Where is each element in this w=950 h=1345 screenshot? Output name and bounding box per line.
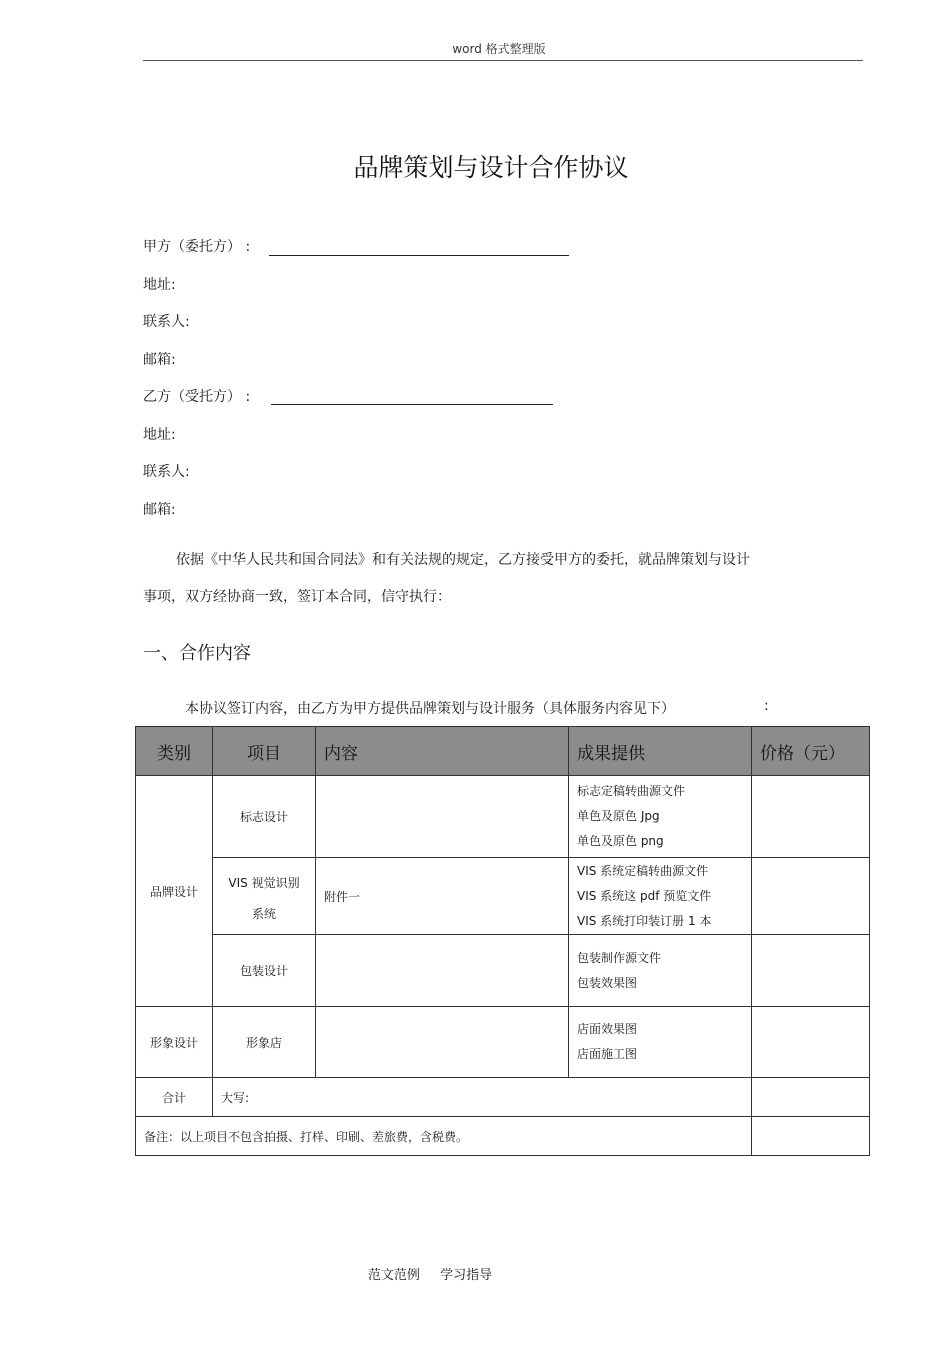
- section-lead-colon: :: [764, 698, 769, 714]
- total-uppercase: 大写:: [213, 1078, 752, 1117]
- header-item: 项目: [213, 727, 316, 776]
- header-rule: [143, 60, 863, 61]
- intro-line-1: 依据《中华人民共和国合同法》和有关法规的规定，乙方接受甲方的委托，就品牌策划与设计: [176, 552, 750, 568]
- party-b-address: 地址:: [143, 427, 176, 443]
- price-package: [752, 935, 870, 1007]
- header-price: 价格（元）: [752, 727, 870, 776]
- party-b-email: 邮箱:: [143, 502, 176, 518]
- deliverables-package: 包装制作源文件 包装效果图: [569, 935, 752, 1007]
- table-row: [136, 858, 870, 935]
- intro-line-2: 事项，双方经协商一致，签订本合同，信守执行：: [143, 589, 451, 605]
- section-heading: 一、合作内容: [143, 643, 251, 664]
- party-b-label: 乙方（受托方） :: [143, 389, 251, 405]
- price-vis: [752, 858, 870, 935]
- content-vis: 附件一: [316, 858, 569, 935]
- footer-right: 学习指导: [440, 1268, 493, 1283]
- note-row: [136, 1117, 870, 1156]
- deliverables-store: 店面效果图 店面施工图: [569, 1007, 752, 1078]
- total-price: [752, 1078, 870, 1117]
- item-vis: VIS 视觉识别 系统: [213, 858, 316, 935]
- service-table: [135, 726, 870, 1156]
- item-store: 形象店: [213, 1007, 316, 1078]
- total-label: 合计: [136, 1078, 213, 1117]
- price-store: [752, 1007, 870, 1078]
- content-store: [316, 1007, 569, 1078]
- note-price: [752, 1117, 870, 1156]
- page-header-text: word 格式整理版: [452, 42, 546, 56]
- category-image: 形象设计: [136, 1007, 213, 1078]
- section-lead: 本协议签订内容，由乙方为甲方提供品牌策划与设计服务（具体服务内容见下）: [185, 701, 675, 717]
- deliverables-vis: VIS 系统定稿转曲源文件 VIS 系统这 pdf 预览文件 VIS 系统打印装订册 1 本: [569, 858, 752, 935]
- table-row: [136, 935, 870, 1007]
- party-a-contact: 联系人:: [143, 314, 190, 330]
- party-b-contact: 联系人:: [143, 464, 190, 480]
- table-header-row: [136, 727, 870, 776]
- table-note: 备注：以上项目不包含拍摄、打样、印刷、差旅费，含税费。: [136, 1117, 752, 1156]
- total-row: [136, 1078, 870, 1117]
- header-deliverables: 成果提供: [569, 727, 752, 776]
- page-footer: [0, 1264, 860, 1283]
- deliverables-logo: 标志定稿转曲源文件 单色及原色 Jpg 单色及原色 png: [569, 776, 752, 858]
- content-package: [316, 935, 569, 1007]
- price-logo: [752, 776, 870, 858]
- party-a-fill-line: [269, 255, 569, 256]
- header-content: 内容: [316, 727, 569, 776]
- table-row: [136, 776, 870, 858]
- item-logo: 标志设计: [213, 776, 316, 858]
- category-brand: 品牌设计: [136, 776, 213, 1007]
- item-package: 包装设计: [213, 935, 316, 1007]
- footer-left: 范文范例: [367, 1268, 420, 1283]
- party-a-address: 地址:: [143, 277, 176, 293]
- table-row: [136, 1007, 870, 1078]
- party-a-label: 甲方（委托方） :: [143, 239, 251, 255]
- party-b-fill-line: [271, 404, 553, 405]
- party-a-email: 邮箱:: [143, 352, 176, 368]
- document-title: 品牌策划与设计合作协议: [353, 153, 629, 182]
- header-category: 类别: [136, 727, 213, 776]
- content-logo: [316, 776, 569, 858]
